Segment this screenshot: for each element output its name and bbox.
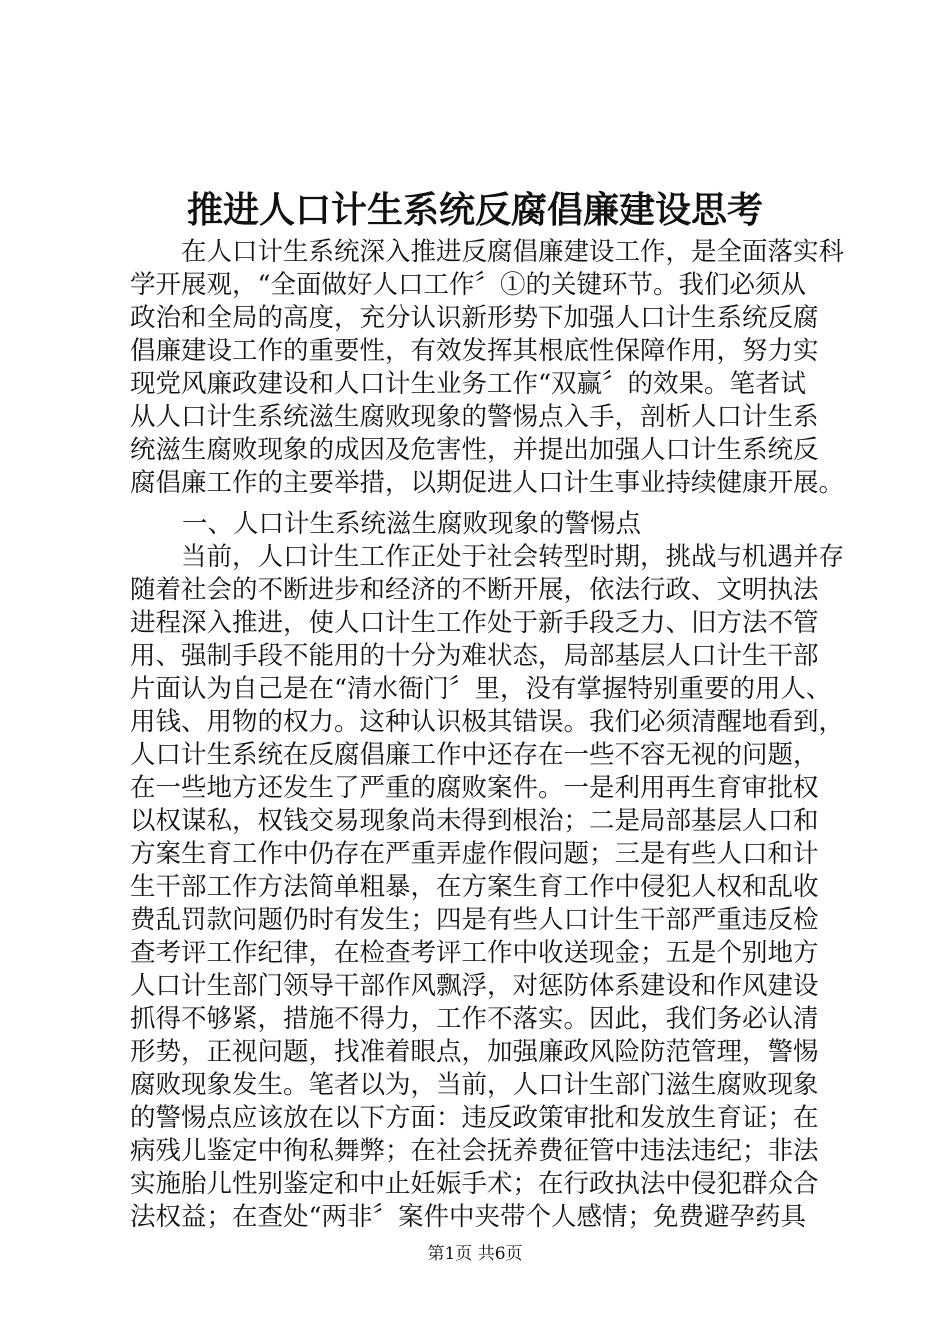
text-line: 从人口计生系统滋生腐败现象的警惕点入手，剖析人口计生系 [130,402,819,432]
text-line: 人口计生系统在反腐倡廉工作中还存在一些不容无视的问题， [130,740,819,770]
text-line: 政治和全局的高度，充分认识新形势下加强人口计生系统反腐 [130,303,819,333]
document-title: 推进人口计生系统反腐倡廉建设思考 [186,189,763,231]
text-line: 方案生育工作中仍存在严重弄虚作假问题；三是有些人口和计 [130,839,819,869]
text-line: 统滋生腐败现象的成因及危害性，并提出加强人口计生系统反 [130,435,819,465]
text-line: 随着社会的不断进步和经济的不断开展，依法行政、文明执法 [130,575,819,605]
text-line: 抓得不够紧，措施不得力，工作不落实。因此，我们务必认清 [130,1004,819,1034]
text-line: 病残儿鉴定中徇私舞弊；在社会抚养费征管中违法违纪；非法 [130,1136,819,1166]
page-footer: 第1页 共6页 [427,1244,523,1264]
text-line: 进程深入推进，使人口计生工作处于新手段乏力、旧方法不管 [130,608,819,638]
text-line: 用钱、用物的权力。这种认识极其错误。我们必须清醒地看到， [130,707,845,737]
text-line: 腐倡廉工作的主要举措，以期促进人口计生事业持续健康开展。 [130,468,845,498]
text-line: 学开展观，“全面做好人口工作〞①的关键环节。我们必须从 [130,270,807,300]
text-line: 人口计生部门领导干部作风飘浮，对惩防体系建设和作风建设 [130,971,819,1001]
text-line: 腐败现象发生。笔者以为，当前，人口计生部门滋生腐败现象 [130,1070,819,1100]
text-line: 当前，人口计生工作正处于社会转型时期，挑战与机遇并存 [130,542,845,572]
text-line: 法权益；在查处“两非〞案件中夹带个人感情；免费避孕药具 [130,1202,807,1232]
text-line: 生干部工作方法简单粗暴，在方案生育工作中侵犯人权和乱收 [130,872,819,902]
text-line: 查考评工作纪律，在检查考评工作中收送现金；五是个别地方 [130,938,819,968]
text-line: 在人口计生系统深入推进反腐倡廉建设工作，是全面落实科 [130,237,845,267]
text-line: 用、强制手段不能用的十分为难状态，局部基层人口计生干部 [130,641,819,671]
text-line: 现党风廉政建设和人口计生业务工作“双赢〞的效果。笔者试 [130,369,807,399]
text-line: 实施胎儿性别鉴定和中止妊娠手术；在行政执法中侵犯群众合 [130,1169,819,1199]
text-line: 的警惕点应该放在以下方面：违反政策审批和发放生育证；在 [130,1103,819,1133]
section-heading: 一、人口计生系统滋生腐败现象的警惕点 [182,509,642,539]
text-line: 在一些地方还发生了严重的腐败案件。一是利用再生育审批权 [130,773,819,803]
section-1 [130,508,860,1234]
text-line: 费乱罚款问题仍时有发生；四是有些人口计生干部严重违反检 [130,905,819,935]
text-line: 片面认为自己是在“清水衙门〞里，没有掌握特别重要的用人、 [130,674,832,704]
text-line: 形势，正视问题，找准着眼点，加强廉政风险防范管理，警惕 [130,1037,819,1067]
paragraph-intro [130,236,860,500]
text-line: 以权谋私，权钱交易现象尚未得到根治；二是局部基层人口和 [130,806,819,836]
text-line: 倡廉建设工作的重要性，有效发挥其根底性保障作用，努力实 [130,336,819,366]
